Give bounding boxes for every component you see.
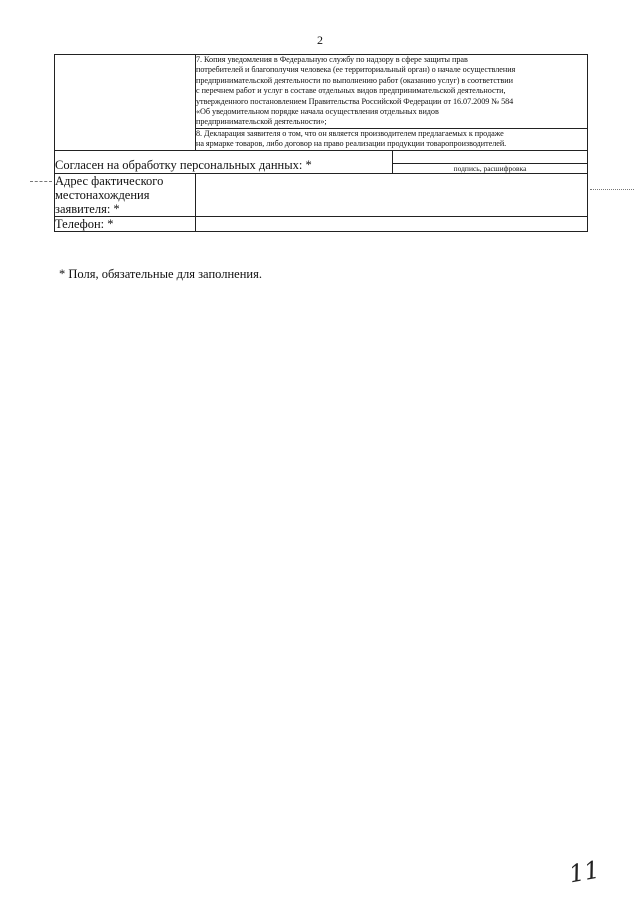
scan-artifact-right xyxy=(590,189,634,190)
address-row xyxy=(55,173,588,216)
required-fields-footnote: * Поля, обязательные для заполнения. xyxy=(59,267,262,281)
phone-field[interactable] xyxy=(196,216,588,231)
phone-label: Телефон: * xyxy=(55,216,196,231)
handwritten-page-number: 11 xyxy=(566,855,602,889)
signature-line[interactable] xyxy=(393,151,587,164)
signature-caption: подпись, расшифровка xyxy=(453,163,527,173)
page-number: 2 xyxy=(317,33,323,47)
document-row-7 xyxy=(55,55,588,129)
scan-artifact-left xyxy=(30,181,52,182)
document-item-8: 8. Декларация заявителя о том, что он является производителем предлагаемых к продаже на ярмарке товаров, либо договор на право реализации продукции товаропроизводителей. xyxy=(196,128,588,150)
signature-cell xyxy=(393,150,588,173)
document-item-7: 7. Копия уведомления в Федеральную службу по надзору в сфере защиты прав потребителей и благополучия человека (ее территориальный орган) о начале осуществления предпринимательской деятельности по выполнению работ (оказанию услуг) в соответствии с перечнем работ и услуг в составе отдельных видов предпринимательской деятельности, утвержденного постановлением Правительства Российской Федерации от 16.07.2009 № 584 «Об уведомительном порядке начала осуществления отдельных видов предпринимательской деятельности»; xyxy=(196,55,588,129)
signature-block xyxy=(393,151,587,173)
consent-label: Согласен на обработку персональных данных: * xyxy=(55,150,393,173)
address-label: Адрес фактического местонахождения заявителя: * xyxy=(55,173,196,216)
consent-row xyxy=(55,150,588,173)
address-field[interactable] xyxy=(196,173,588,216)
empty-left-cell xyxy=(55,55,196,151)
application-form-table xyxy=(54,54,588,232)
phone-row xyxy=(55,216,588,231)
